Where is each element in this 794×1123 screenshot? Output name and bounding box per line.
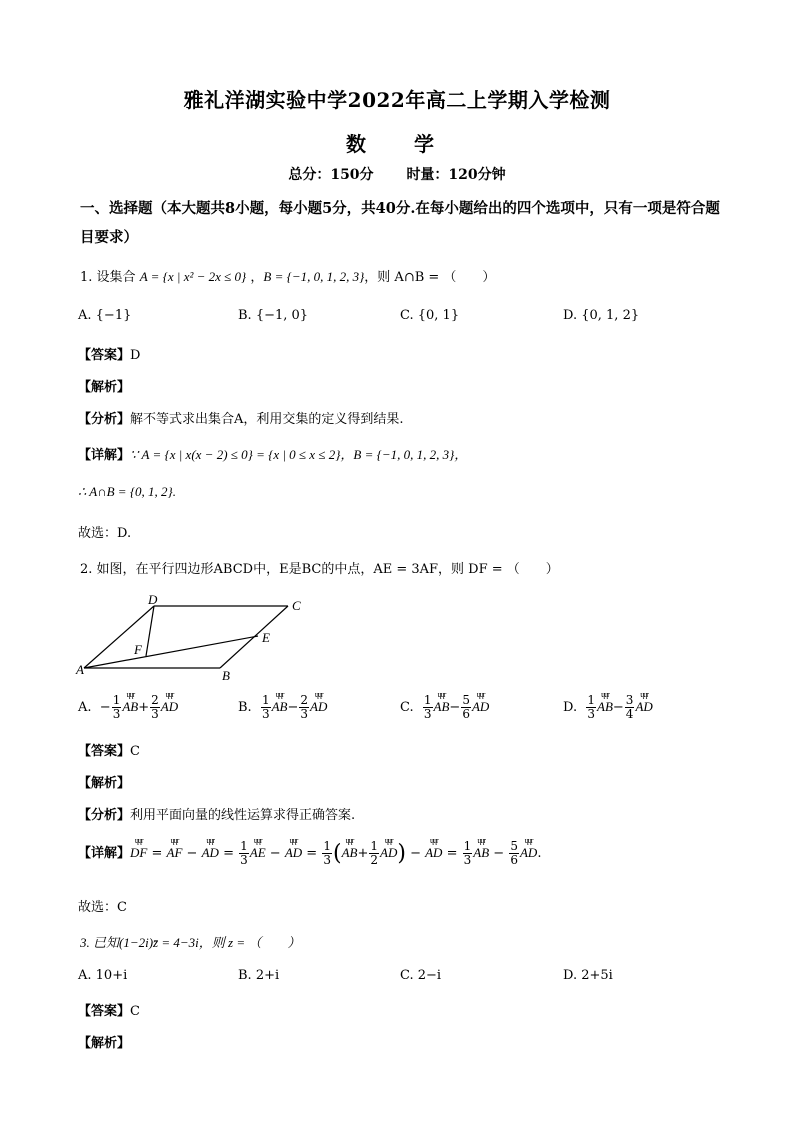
segment-ae bbox=[84, 636, 258, 668]
q2-fenxi bbox=[78, 804, 355, 823]
subject-title: 数 学 bbox=[346, 132, 448, 156]
q1-answer-value: D bbox=[130, 348, 141, 363]
label-b: B bbox=[222, 668, 230, 683]
question-2-stem: 2. 如图，在平行四边形ABCD中，E是BC的中点，AE = 3AF，则 DF = （ ） bbox=[80, 562, 559, 577]
parallelogram-figure bbox=[74, 592, 324, 684]
q2-answer-label: 【答案】 bbox=[78, 744, 131, 759]
q2-analysis-label: 【解析】 bbox=[78, 776, 131, 791]
q2-answer-value: C bbox=[130, 744, 140, 759]
q2-option-c: C. $\frac{1}{3}$ ɥɥr AB− $\frac{5}{6}$ ɥɥr AD bbox=[400, 694, 489, 721]
q1-answer bbox=[78, 344, 140, 363]
q3-option-a: A. 10+i bbox=[78, 968, 128, 983]
q3-answer-label: 【答案】 bbox=[78, 1004, 131, 1019]
q2-answer bbox=[78, 740, 140, 759]
q3-option-d: D. 2+5i bbox=[563, 968, 613, 983]
q1-fenxi-label: 【分析】 bbox=[78, 412, 131, 427]
exam-meta bbox=[0, 164, 794, 184]
q3-analysis-label: 【解析】 bbox=[78, 1036, 131, 1051]
q1-option-a: A. {−1} bbox=[78, 308, 132, 323]
q2-option-d: D. $\frac{1}{3}$ ɥɥr AB− $\frac{3}{4}$ ɥɥr AD bbox=[563, 694, 653, 721]
q1-number: 1. 设集合 bbox=[80, 270, 136, 285]
q1-analysis-label: 【解析】 bbox=[78, 380, 131, 395]
q2-option-a: A. − $\frac{1}{3}$ ɥɥr AB+ $\frac{2}{3}$ ɥɥr AD bbox=[78, 694, 178, 721]
q2-fenxi-label: 【分析】 bbox=[78, 808, 131, 823]
section-heading: 一、选择题（本大题共8小题，每小题5分，共40分.在每小题给出的四个选项中，只有一项是符合题目要求） bbox=[80, 200, 720, 246]
label-f: F bbox=[134, 642, 142, 657]
q1-conclusion: ∴ A∩B = {0, 1, 2}. bbox=[78, 484, 176, 499]
edge-ad bbox=[84, 606, 154, 668]
q1-detail-text: ∵ A = {x | x(x − 2) ≤ 0} = {x | 0 ≤ x ≤ 2}，B = {−1, 0, 1, 2, 3}， bbox=[130, 447, 468, 462]
q1-option-b: B. {−1, 0} bbox=[238, 308, 309, 323]
label-c: C bbox=[292, 598, 301, 613]
label-a: A bbox=[76, 662, 84, 677]
q2-option-b: B. $\frac{1}{3}$ ɥɥr AB− $\frac{2}{3}$ ɥɥr AD bbox=[238, 694, 327, 721]
question-3-stem: 3. 已知(1−2i)z̄ = 4−3i，则 z = （ ） bbox=[80, 935, 301, 950]
total-score: 总分：150分 bbox=[288, 167, 374, 183]
q1-detail-label: 【详解】 bbox=[78, 448, 131, 463]
q1-fenxi bbox=[78, 408, 404, 427]
q1-detail bbox=[78, 444, 467, 463]
q1-ask: ，则 A∩B = （ ） bbox=[364, 270, 496, 285]
segment-df bbox=[146, 606, 154, 656]
label-e: E bbox=[262, 630, 270, 645]
q3-answer-value: C bbox=[130, 1004, 140, 1019]
label-d: D bbox=[148, 592, 158, 607]
q1-answer-label: 【答案】 bbox=[78, 348, 131, 363]
q1-option-c: C. {0, 1} bbox=[400, 308, 460, 323]
q3-option-b: B. 2+i bbox=[238, 968, 280, 983]
q1-set-a: A = {x | x² − 2x ≤ 0} bbox=[139, 269, 247, 284]
q2-fenxi-text: 利用平面向量的线性运算求得正确答案. bbox=[130, 808, 356, 823]
q1-option-d: D. {0, 1, 2} bbox=[563, 308, 640, 323]
q2-detail-label: 【详解】 bbox=[78, 846, 131, 861]
q3-option-c: C. 2−i bbox=[400, 968, 442, 983]
q2-choose: 故选：C bbox=[78, 900, 127, 915]
q1-fenxi-text: 解不等式求出集合A，利用交集的定义得到结果. bbox=[130, 412, 404, 427]
q2-detail: 【详解】ɥɥr DF = ɥɥr AF − ɥɥr AD = $\frac{1}{3}$ ɥɥr AE − ɥɥr AD = $\frac{1}{3}$ (ɥɥr AB+ $\frac{1}{2}$ ɥɥr AD) − ɥɥr AD = $\frac{1}{3}$ ɥɥr AB − $\frac{5}{6}$ ɥɥr AD. bbox=[78, 840, 541, 867]
exam-time: 时量：120分钟 bbox=[406, 167, 506, 183]
q1-set-b: B = {−1, 0, 1, 2, 3} bbox=[263, 269, 365, 284]
q3-answer bbox=[78, 1000, 140, 1019]
exam-title: 雅礼洋湖实验中学2022年高二上学期入学检测 bbox=[183, 88, 611, 112]
q1-choose: 故选：D. bbox=[78, 526, 132, 541]
question-1-stem: 1. 设集合 A = {x | x² − 2x ≤ 0} ，B = {−1, 0, 1, 2, 3}，则 A∩B = （ ） bbox=[80, 269, 496, 285]
